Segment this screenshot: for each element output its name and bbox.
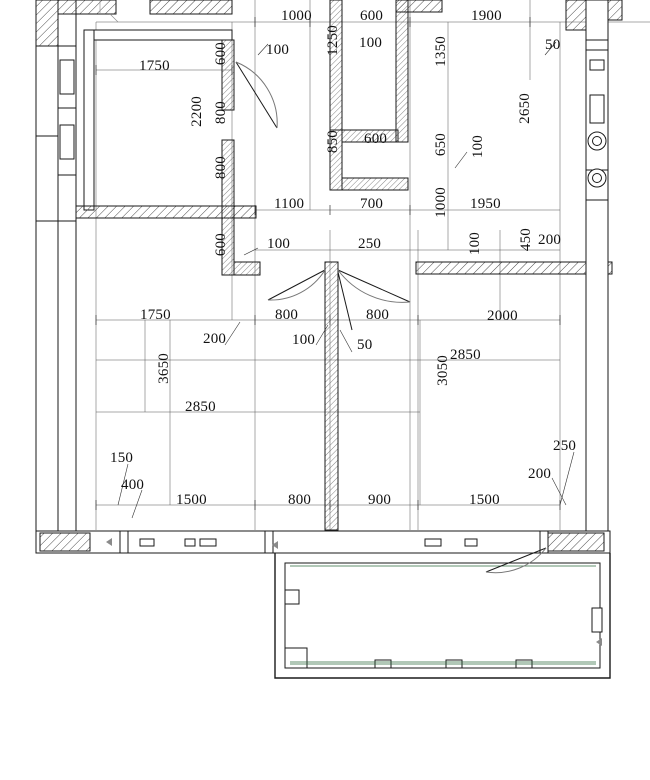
- dimension-label: 100: [470, 135, 486, 159]
- dimension-label: 3050: [435, 355, 451, 386]
- dimension-label: 1900: [471, 8, 502, 24]
- dimension-label: 700: [360, 196, 384, 212]
- dimension-label: 1750: [139, 58, 170, 74]
- dimension-label: 200: [203, 331, 227, 347]
- dimension-label: 600: [213, 42, 229, 66]
- dimension-label: 100: [267, 236, 291, 252]
- dimension-label: 50: [545, 37, 561, 53]
- dimension-label: 1100: [274, 196, 305, 212]
- dimension-label: 250: [553, 438, 577, 454]
- dimension-label: 800: [275, 307, 299, 323]
- dimension-label: 200: [538, 232, 562, 248]
- dimension-label: 1000: [433, 187, 449, 218]
- dimension-label: 1750: [140, 307, 171, 323]
- dimension-label: 2650: [517, 93, 533, 124]
- dimension-label: 1000: [281, 8, 312, 24]
- dimension-label: 100: [292, 332, 316, 348]
- dimension-label: 1350: [433, 36, 449, 67]
- dimension-label: 2850: [185, 399, 216, 415]
- dimension-label: 1250: [325, 25, 341, 56]
- dimension-label: 600: [364, 131, 388, 147]
- dimension-label: 2200: [189, 96, 205, 127]
- dimension-label: 200: [528, 466, 552, 482]
- dimension-label: 450: [518, 228, 534, 252]
- dimension-label: 100: [359, 35, 383, 51]
- dimension-label: 1950: [470, 196, 501, 212]
- dimension-label: 400: [121, 477, 145, 493]
- dimension-label: 250: [358, 236, 382, 252]
- dimension-label: 100: [467, 232, 483, 256]
- dimension-label: 650: [433, 133, 449, 157]
- dimension-label: 3650: [156, 353, 172, 384]
- dimension-label: 150: [110, 450, 134, 466]
- dimension-label: 800: [213, 156, 229, 180]
- dimension-label: 600: [360, 8, 384, 24]
- dimension-label: 1500: [176, 492, 207, 508]
- dimension-label: 100: [266, 42, 290, 58]
- dimension-label: 50: [357, 337, 373, 353]
- dimension-label: 600: [213, 233, 229, 257]
- dimension-label: 2000: [487, 308, 518, 324]
- dimension-label: 900: [368, 492, 392, 508]
- dimension-label: 2850: [450, 347, 481, 363]
- dimension-label: 800: [213, 101, 229, 125]
- dimension-label: 1500: [469, 492, 500, 508]
- dimension-label: 800: [288, 492, 312, 508]
- dimension-label: 800: [366, 307, 390, 323]
- dimension-label: 850: [325, 130, 341, 154]
